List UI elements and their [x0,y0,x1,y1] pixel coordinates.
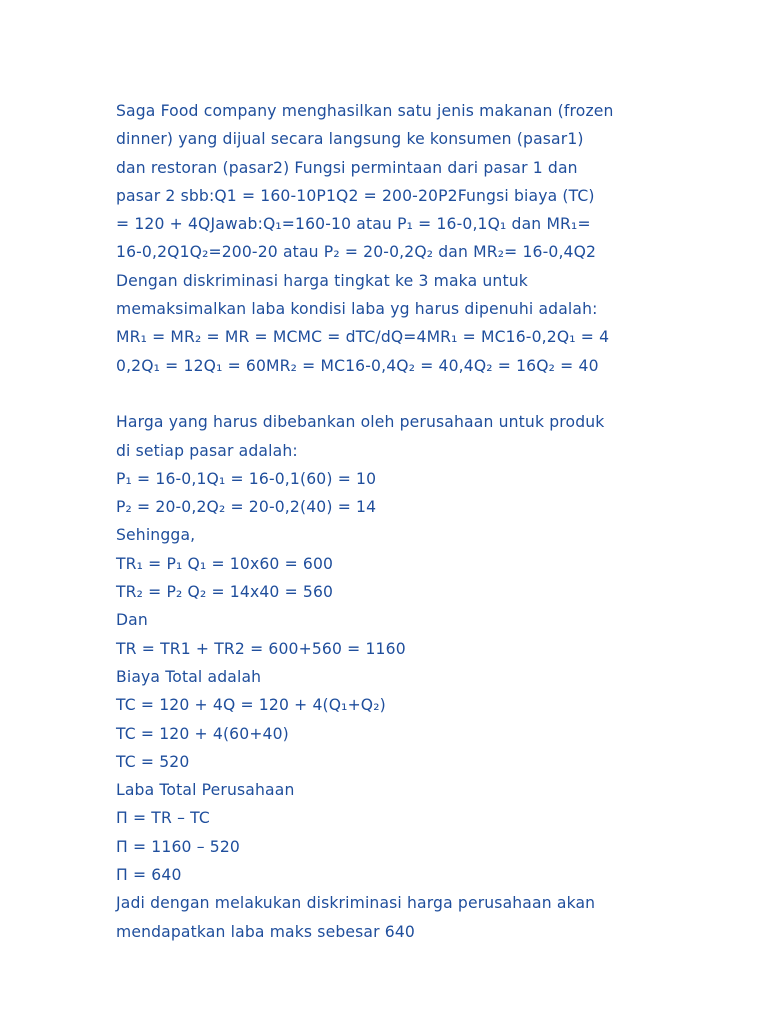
paragraph-solution [116,408,656,946]
text-line: = 120 + 4QJawab:Q₁=160-10 atau P₁ = 16-0,1Q₁ dan MR₁= [116,215,591,234]
text-line: pasar 2 sbb:Q1 = 160-10P1Q2 = 200-20P2Fungsi biaya (TC) [116,186,595,205]
text-line: memaksimalkan laba kondisi laba yg harus dipenuhi adalah: [116,300,598,319]
text-line: P₁ = 16-0,1Q₁ = 16-0,1(60) = 10 [116,469,377,488]
text-line: Π = TR – TC [116,809,210,828]
text-line: mendapatkan laba maks sebesar 640 [116,922,415,941]
text-line: Sehingga, [116,526,196,545]
paragraph-spacer [116,380,656,408]
text-line: Dan [116,611,148,630]
text-line: TC = 120 + 4(60+40) [116,724,289,743]
text-line: Saga Food company menghasilkan satu jenis makanan (frozen [116,102,614,120]
text-line: MR₁ = MR₂ = MR = MCMC = dTC/dQ=4MR₁ = MC16-0,2Q₁ = 4 [116,328,610,347]
paragraph-problem [116,97,656,380]
text-line: TC = 120 + 4Q = 120 + 4(Q₁+Q₂) [116,696,386,715]
text-line: 0,2Q₁ = 12Q₁ = 60MR₂ = MC16-0,4Q₂ = 40,4Q₂ = 16Q₂ = 40 [116,356,599,375]
text-line: P₂ = 20-0,2Q₂ = 20-0,2(40) = 14 [116,498,377,517]
text-line: Jadi dengan melakukan diskriminasi harga perusahaan akan [116,894,596,913]
text-line: Π = 640 [116,866,182,885]
document-body [116,97,656,946]
text-line: Laba Total Perusahaan [116,781,295,800]
text-line: Dengan diskriminasi harga tingkat ke 3 maka untuk [116,271,528,290]
text-line: 16-0,2Q1Q₂=200-20 atau P₂ = 20-0,2Q₂ dan MR₂= 16-0,4Q2 [116,243,597,262]
text-line: TR₂ = P₂ Q₂ = 14x40 = 560 [116,583,334,602]
text-line: TC = 520 [116,752,190,771]
text-line: dinner) yang dijual secara langsung ke konsumen (pasar1) [116,130,584,149]
text-line: TR = TR1 + TR2 = 600+560 = 1160 [116,639,406,658]
text-line: Π = 1160 – 520 [116,837,240,856]
text-line: Harga yang harus dibebankan oleh perusahaan untuk produk [116,413,605,432]
text-line: TR₁ = P₁ Q₁ = 10x60 = 600 [116,554,334,573]
text-line: di setiap pasar adalah: [116,441,298,460]
text-line: dan restoran (pasar2) Fungsi permintaan dari pasar 1 dan [116,158,578,177]
text-line: Biaya Total adalah [116,667,262,686]
